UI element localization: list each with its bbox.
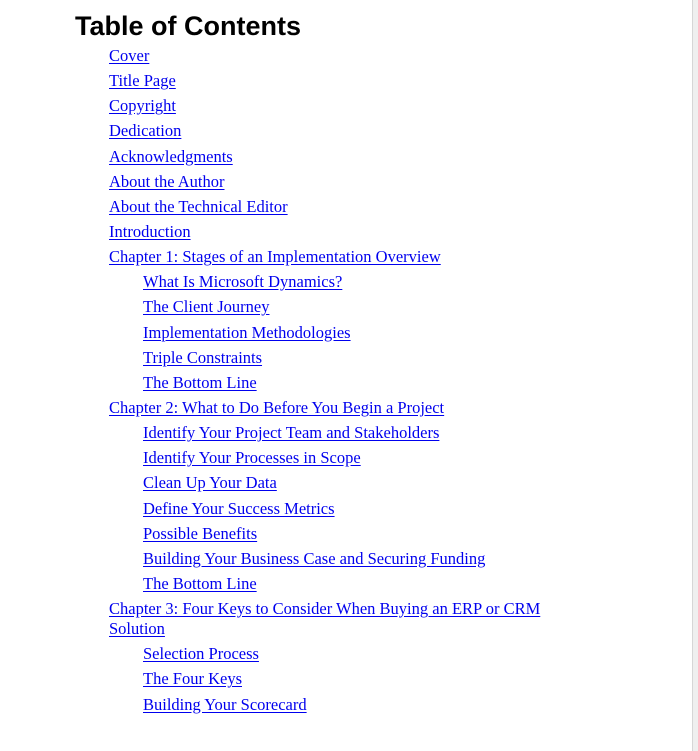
toc-subentry	[0, 695, 599, 715]
toc-subentry-link[interactable]: Selection Process	[143, 644, 259, 664]
toc-entry	[0, 46, 599, 66]
toc-subentry-link[interactable]: Building Your Scorecard	[143, 694, 307, 714]
toc-heading: Table of Contents	[75, 11, 301, 41]
toc-entry-link[interactable]: Dedication	[109, 121, 182, 141]
toc-entry	[0, 247, 599, 267]
toc-subentry-link[interactable]: The Bottom Line	[143, 372, 257, 392]
toc-subentry-link[interactable]: The Four Keys	[143, 669, 242, 689]
toc-entry-link[interactable]: Introduction	[109, 221, 191, 241]
toc-entry-link[interactable]: Cover	[109, 46, 150, 65]
toc-subentry	[0, 549, 599, 569]
toc-subentry-link[interactable]: Clean Up Your Data	[143, 473, 277, 493]
toc-entry-link[interactable]: About the Author	[109, 171, 225, 191]
window-edge	[692, 0, 698, 751]
toc-subentry-link[interactable]: Implementation Methodologies	[143, 322, 351, 342]
toc-entry-link[interactable]: Copyright	[109, 96, 176, 116]
toc-entry	[0, 147, 599, 167]
toc-subentry-link[interactable]: The Client Journey	[143, 297, 270, 317]
toc-subentry-link[interactable]: Triple Constraints	[143, 347, 263, 367]
toc-entry-link[interactable]: About the Technical Editor	[109, 196, 288, 216]
toc-subentry	[0, 272, 599, 292]
toc-entry	[0, 197, 599, 217]
toc-subentry	[0, 499, 599, 519]
toc-subentry	[0, 448, 599, 468]
toc-entry	[0, 222, 599, 242]
toc-subentry-link[interactable]: Possible Benefits	[143, 523, 258, 543]
toc-subentry	[0, 323, 599, 343]
toc-subentry	[0, 669, 599, 689]
toc-subentry-link[interactable]: Identify Your Processes in Scope	[143, 448, 361, 468]
toc-subentry	[0, 348, 599, 368]
toc-entry	[0, 398, 599, 418]
toc-entry	[0, 96, 599, 116]
toc-entry-link[interactable]: Chapter 1: Stages of an Implementation Overview	[109, 247, 441, 267]
toc-subentry-link[interactable]: The Bottom Line	[143, 573, 257, 593]
toc-entry	[0, 71, 599, 91]
toc-subentry	[0, 423, 599, 443]
toc-entry-link[interactable]: Title Page	[109, 71, 176, 91]
toc-entry	[0, 599, 599, 639]
toc-subentry	[0, 473, 599, 493]
toc-subentry	[0, 644, 599, 664]
toc-entry-link[interactable]: Chapter 2: What to Do Before You Begin a Project	[109, 397, 445, 417]
toc-list	[0, 46, 692, 720]
toc-subentry-link[interactable]: Define Your Success Metrics	[143, 498, 335, 518]
toc-subentry	[0, 373, 599, 393]
toc-subentry-link[interactable]: Building Your Business Case and Securing Funding	[143, 548, 486, 568]
toc-subentry	[0, 524, 599, 544]
toc-entry	[0, 121, 599, 141]
toc-entry-link[interactable]: Acknowledgments	[109, 146, 233, 166]
toc-subentry-link[interactable]: Identify Your Project Team and Stakeholders	[143, 423, 440, 443]
toc-subentry	[0, 574, 599, 594]
toc-subentry	[0, 297, 599, 317]
toc-subentry-link[interactable]: What Is Microsoft Dynamics?	[143, 272, 343, 292]
toc-entry	[0, 172, 599, 192]
toc-entry-link[interactable]: Chapter 3: Four Keys to Consider When Buying an ERP or CRM Solution	[109, 599, 541, 639]
